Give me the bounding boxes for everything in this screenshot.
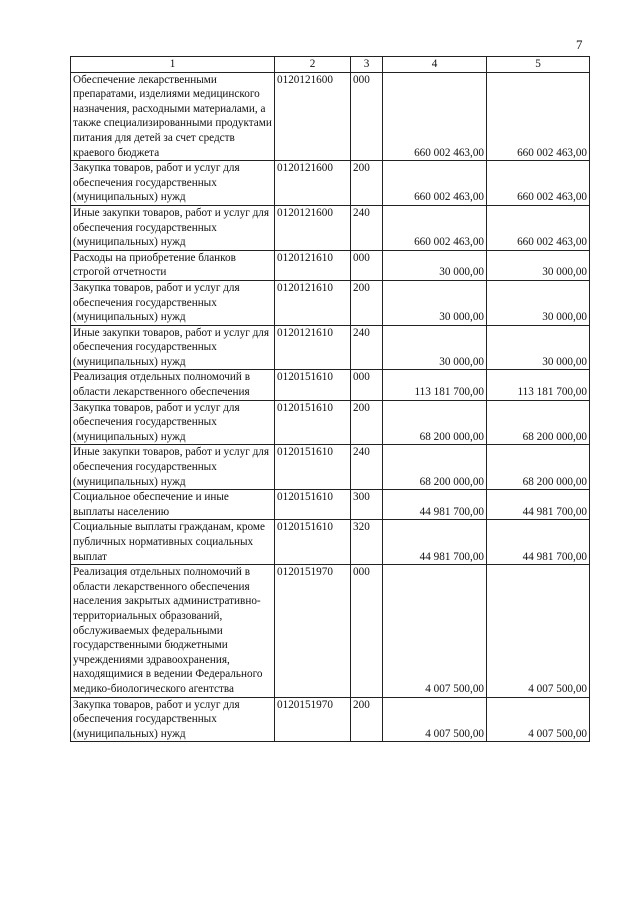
row-name-cell: Реализация отдельных полномочий в области лекарственного обеспечения населения закрытых административно-территориальных образований, обслуживаемых федеральными государственными бюджетными учреждениями здравоохранения, находящимися в ведении Федерального медико-биологического агентства (71, 565, 275, 697)
row-name-cell: Социальные выплаты гражданам, кроме публичных нормативных социальных выплат (71, 520, 275, 565)
row-type-cell: 200 (351, 280, 383, 325)
table-row (71, 697, 590, 742)
row-sum-year2-cell: 660 002 463,00 (487, 161, 590, 206)
row-sum-year1-cell: 68 200 000,00 (383, 445, 487, 490)
row-sum-year1-cell: 68 200 000,00 (383, 400, 487, 445)
row-sum-year1-cell: 4 007 500,00 (383, 697, 487, 742)
table-row (71, 280, 590, 325)
table-row (71, 161, 590, 206)
table-row (71, 400, 590, 445)
row-name-cell: Закупка товаров, работ и услуг для обеспечения государственных (муниципальных) нужд (71, 161, 275, 206)
row-name-cell: Иные закупки товаров, работ и услуг для обеспечения государственных (муниципальных) нужд (71, 445, 275, 490)
row-sum-year2-cell: 113 181 700,00 (487, 370, 590, 400)
row-code-cell: 0120151610 (275, 445, 351, 490)
row-code-cell: 0120121600 (275, 161, 351, 206)
row-name-cell: Иные закупки товаров, работ и услуг для обеспечения государственных (муниципальных) нужд (71, 325, 275, 370)
table-header-row (71, 57, 590, 73)
row-sum-year1-cell: 44 981 700,00 (383, 520, 487, 565)
row-type-cell: 240 (351, 325, 383, 370)
table-row (71, 370, 590, 400)
row-code-cell: 0120151610 (275, 370, 351, 400)
row-code-cell: 0120151610 (275, 400, 351, 445)
table-row (71, 250, 590, 280)
row-name-cell: Закупка товаров, работ и услуг для обеспечения государственных (муниципальных) нужд (71, 697, 275, 742)
row-sum-year2-cell: 30 000,00 (487, 280, 590, 325)
row-type-cell: 200 (351, 161, 383, 206)
row-sum-year1-cell: 30 000,00 (383, 280, 487, 325)
row-name-cell: Закупка товаров, работ и услуг для обеспечения государственных (муниципальных) нужд (71, 280, 275, 325)
row-sum-year1-cell: 660 002 463,00 (383, 72, 487, 161)
row-sum-year2-cell: 44 981 700,00 (487, 520, 590, 565)
header-col-2: 2 (275, 57, 351, 73)
row-type-cell: 000 (351, 370, 383, 400)
row-code-cell: 0120121600 (275, 205, 351, 250)
table-row (71, 205, 590, 250)
row-name-cell: Расходы на приобретение бланков строгой отчетности (71, 250, 275, 280)
row-sum-year1-cell: 30 000,00 (383, 325, 487, 370)
row-type-cell: 000 (351, 250, 383, 280)
row-code-cell: 0120121600 (275, 72, 351, 161)
row-type-cell: 000 (351, 72, 383, 161)
row-sum-year1-cell: 4 007 500,00 (383, 565, 487, 697)
page-number: 7 (576, 37, 583, 52)
header-col-1: 1 (71, 57, 275, 73)
row-sum-year1-cell: 660 002 463,00 (383, 205, 487, 250)
header-col-3: 3 (351, 57, 383, 73)
row-type-cell: 000 (351, 565, 383, 697)
row-sum-year2-cell: 68 200 000,00 (487, 400, 590, 445)
row-sum-year2-cell: 660 002 463,00 (487, 205, 590, 250)
row-type-cell: 320 (351, 520, 383, 565)
row-name-cell: Реализация отдельных полномочий в области лекарственного обеспечения (71, 370, 275, 400)
row-sum-year1-cell: 30 000,00 (383, 250, 487, 280)
row-code-cell: 0120121610 (275, 250, 351, 280)
header-col-5: 5 (487, 57, 590, 73)
budget-table (70, 56, 590, 742)
row-sum-year1-cell: 113 181 700,00 (383, 370, 487, 400)
row-name-cell: Обеспечение лекарственными препаратами, изделиями медицинского назначения, расходными материалами, а также специализированными продуктами питания для детей за счет средств краевого бюджета (71, 72, 275, 161)
row-sum-year2-cell: 660 002 463,00 (487, 72, 590, 161)
row-sum-year2-cell: 4 007 500,00 (487, 697, 590, 742)
row-sum-year2-cell: 4 007 500,00 (487, 565, 590, 697)
row-sum-year1-cell: 44 981 700,00 (383, 490, 487, 520)
row-code-cell: 0120151970 (275, 697, 351, 742)
row-type-cell: 240 (351, 445, 383, 490)
table-row (71, 565, 590, 697)
row-type-cell: 200 (351, 697, 383, 742)
row-name-cell: Закупка товаров, работ и услуг для обеспечения государственных (муниципальных) нужд (71, 400, 275, 445)
table-row (71, 72, 590, 161)
row-code-cell: 0120121610 (275, 325, 351, 370)
row-sum-year2-cell: 68 200 000,00 (487, 445, 590, 490)
header-col-4: 4 (383, 57, 487, 73)
row-type-cell: 240 (351, 205, 383, 250)
row-name-cell: Социальное обеспечение и иные выплаты населению (71, 490, 275, 520)
row-type-cell: 300 (351, 490, 383, 520)
row-sum-year2-cell: 30 000,00 (487, 325, 590, 370)
table-row (71, 325, 590, 370)
row-type-cell: 200 (351, 400, 383, 445)
table-row (71, 520, 590, 565)
row-name-cell: Иные закупки товаров, работ и услуг для обеспечения государственных (муниципальных) нужд (71, 205, 275, 250)
table-row (71, 490, 590, 520)
row-sum-year2-cell: 44 981 700,00 (487, 490, 590, 520)
table-row (71, 445, 590, 490)
row-code-cell: 0120151970 (275, 565, 351, 697)
row-code-cell: 0120151610 (275, 520, 351, 565)
row-sum-year2-cell: 30 000,00 (487, 250, 590, 280)
row-sum-year1-cell: 660 002 463,00 (383, 161, 487, 206)
row-code-cell: 0120121610 (275, 280, 351, 325)
row-code-cell: 0120151610 (275, 490, 351, 520)
